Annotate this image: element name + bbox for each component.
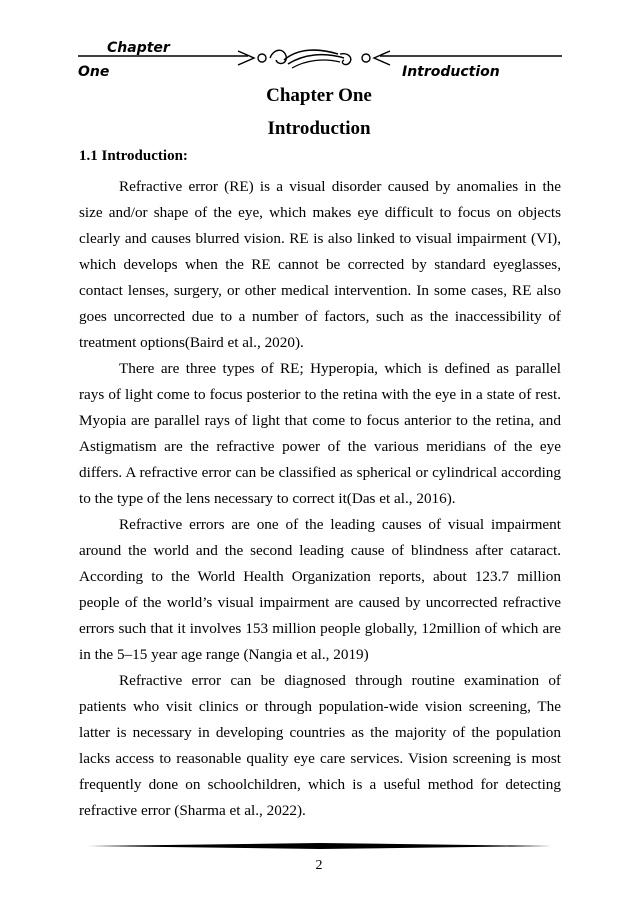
chapter-title: Chapter One [266, 85, 372, 106]
paragraph: Refractive errors are one of the leading causes of visual impairment around the world and the second leading cause of blindness after cataract. According to the World Health Organization reports, about 123.7 million people of the world’s visual impairment are caused by uncorrected refractive errors such that it involves 153 million people globally, 12million of which are in the 5–15 year age range (Nangia et al., 2019) [79, 516, 561, 663]
paragraph: Refractive error (RE) is a visual disorder caused by anomalies in the size and/or shape of the eye, which makes eye difficult to focus on objects clearly and causes blurred vision. RE is also linked to visual impairment (VI), which develops when the RE cannot be corrected by standard eyeglasses, contact lenses, surgery, or other medical intervention. In some cases, RE also goes uncorrected due to a number of factors, such as the inaccessibility of treatment options(Baird et al., 2020). [79, 178, 561, 351]
paragraph: Refractive error can be diagnosed through routine examination of patients who visit clinics or through population-wide vision screening, The latter is necessary in developing countries as the majority of the population lacks access to reasonable quality eye care services. Vision screening is most frequently done on schoolchildren, which is a useful method for detecting refractive error (Sharma et al., 2022). [79, 672, 561, 819]
header-chapter-label: Chapter [107, 40, 170, 56]
main-title: Introduction [267, 118, 371, 139]
paragraph: There are three types of RE; Hyperopia, which is defined as parallel rays of light come to focus posterior to the retina with the eye in a state of rest. Myopia are parallel rays of light that come to focus anterior to the retina, and Astigmatism are the refractive power of the various meridians of the eye differs. A refractive error can be classified as spherical or cylindrical according to the type of the lens necessary to correct it(Das et al., 2016). [79, 360, 561, 507]
header-one-label: One [78, 64, 110, 80]
header-introduction-label: Introduction [402, 64, 500, 80]
body-text [79, 174, 561, 824]
footer-rule [88, 842, 552, 850]
page-number: 2 [315, 858, 323, 873]
section-heading: 1.1 Introduction: [79, 148, 188, 164]
